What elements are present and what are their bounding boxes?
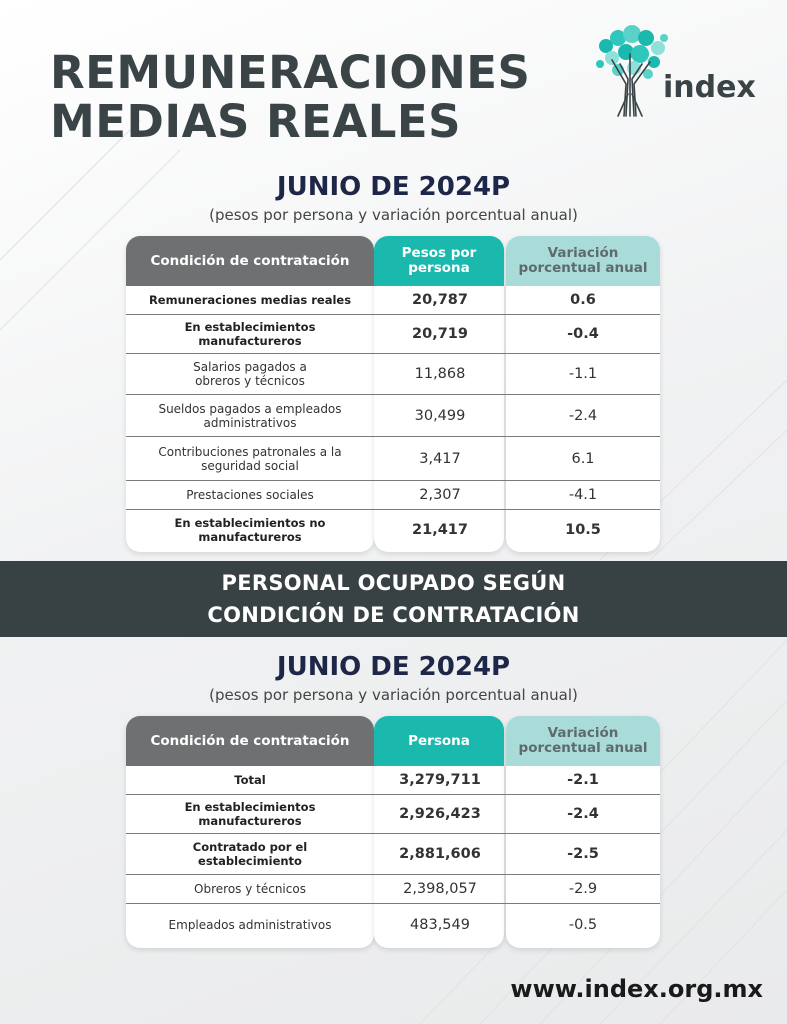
- row-value: 3,279,711: [399, 772, 481, 788]
- table-row: [126, 354, 660, 394]
- table-row: [126, 481, 660, 509]
- title-line-2: MEDIAS REALES: [50, 95, 462, 148]
- row-label: En establecimientos manufactureros: [184, 800, 316, 828]
- row-change: -2.4: [567, 806, 599, 822]
- header-condicion: Condición de contratación: [126, 236, 374, 286]
- row-change: -2.4: [568, 407, 598, 424]
- remuneraciones-table: [126, 236, 660, 552]
- row-label: Obreros y técnicos: [194, 882, 306, 896]
- row-label: Prestaciones sociales: [186, 488, 314, 502]
- row-value: 3,417: [419, 450, 461, 467]
- row-label: En establecimientos no manufactureros: [174, 516, 326, 544]
- row-value: 20,787: [412, 292, 468, 308]
- row-value: 21,417: [412, 522, 468, 538]
- page-title: [50, 48, 590, 146]
- table-row: [126, 795, 660, 833]
- logo-text: index: [663, 70, 756, 105]
- row-value: 20,719: [412, 326, 468, 342]
- row-value: 2,881,606: [399, 846, 481, 862]
- row-change: -1.1: [568, 366, 598, 382]
- row-label: Sueldos pagados a empleados administrativos: [158, 401, 342, 430]
- row-label: Empleados administrativos: [168, 918, 332, 932]
- row-label: Salarios pagados a obreros y técnicos: [193, 360, 307, 388]
- title-line-1: REMUNERACIONES: [50, 46, 531, 99]
- row-value: 2,307: [419, 487, 461, 503]
- personal-ocupado-table: [126, 716, 660, 948]
- row-value: 483,549: [410, 917, 470, 933]
- row-change: 0.6: [570, 292, 596, 308]
- row-value: 30,499: [414, 407, 466, 424]
- table-row: [126, 766, 660, 794]
- row-change: 10.5: [565, 522, 601, 538]
- header-pesos: Pesos por persona: [374, 236, 504, 286]
- row-value: 2,926,423: [399, 806, 481, 822]
- row-change: -2.5: [567, 846, 599, 862]
- table-row: [126, 395, 660, 436]
- row-label: Remuneraciones medias reales: [148, 293, 352, 307]
- row-change: -2.1: [567, 772, 599, 788]
- row-value: 11,868: [414, 366, 466, 382]
- row-change: -4.1: [568, 487, 598, 503]
- section-banner: [0, 561, 787, 637]
- header-variacion: Variación porcentual anual: [506, 236, 660, 286]
- website-link[interactable]: www.index.org.mx: [510, 975, 763, 1003]
- row-label: Contratado por el establecimiento: [192, 840, 308, 868]
- header-persona: Persona: [374, 716, 504, 766]
- table-row: [126, 437, 660, 480]
- section2-subtitle: (pesos por persona y variación porcentual anual): [209, 686, 578, 704]
- banner-line-2: CONDICIÓN DE CONTRATACIÓN: [207, 603, 580, 627]
- section1-subtitle: (pesos por persona y variación porcentual anual): [209, 206, 578, 224]
- table-row: [126, 875, 660, 903]
- row-label: Contribuciones patronales a la seguridad social: [158, 444, 342, 473]
- section1-period: JUNIO DE 2024P: [276, 172, 511, 202]
- row-value: 2,398,057: [403, 881, 477, 897]
- banner-line-1: PERSONAL OCUPADO SEGÚN: [221, 571, 566, 595]
- header-variacion: Variación porcentual anual: [506, 716, 660, 766]
- row-change: -0.4: [567, 326, 599, 342]
- table-row: [126, 315, 660, 353]
- table-row: [126, 834, 660, 874]
- row-change: 6.1: [571, 450, 595, 467]
- row-change: -0.5: [568, 917, 598, 933]
- table-row: [126, 904, 660, 946]
- table-row: [126, 286, 660, 314]
- section2-period: JUNIO DE 2024P: [276, 652, 511, 682]
- table-row: [126, 510, 660, 550]
- row-change: -2.9: [568, 881, 598, 897]
- header-condicion: Condición de contratación: [126, 716, 374, 766]
- row-label: En establecimientos manufactureros: [184, 320, 316, 348]
- row-label: Total: [234, 773, 266, 787]
